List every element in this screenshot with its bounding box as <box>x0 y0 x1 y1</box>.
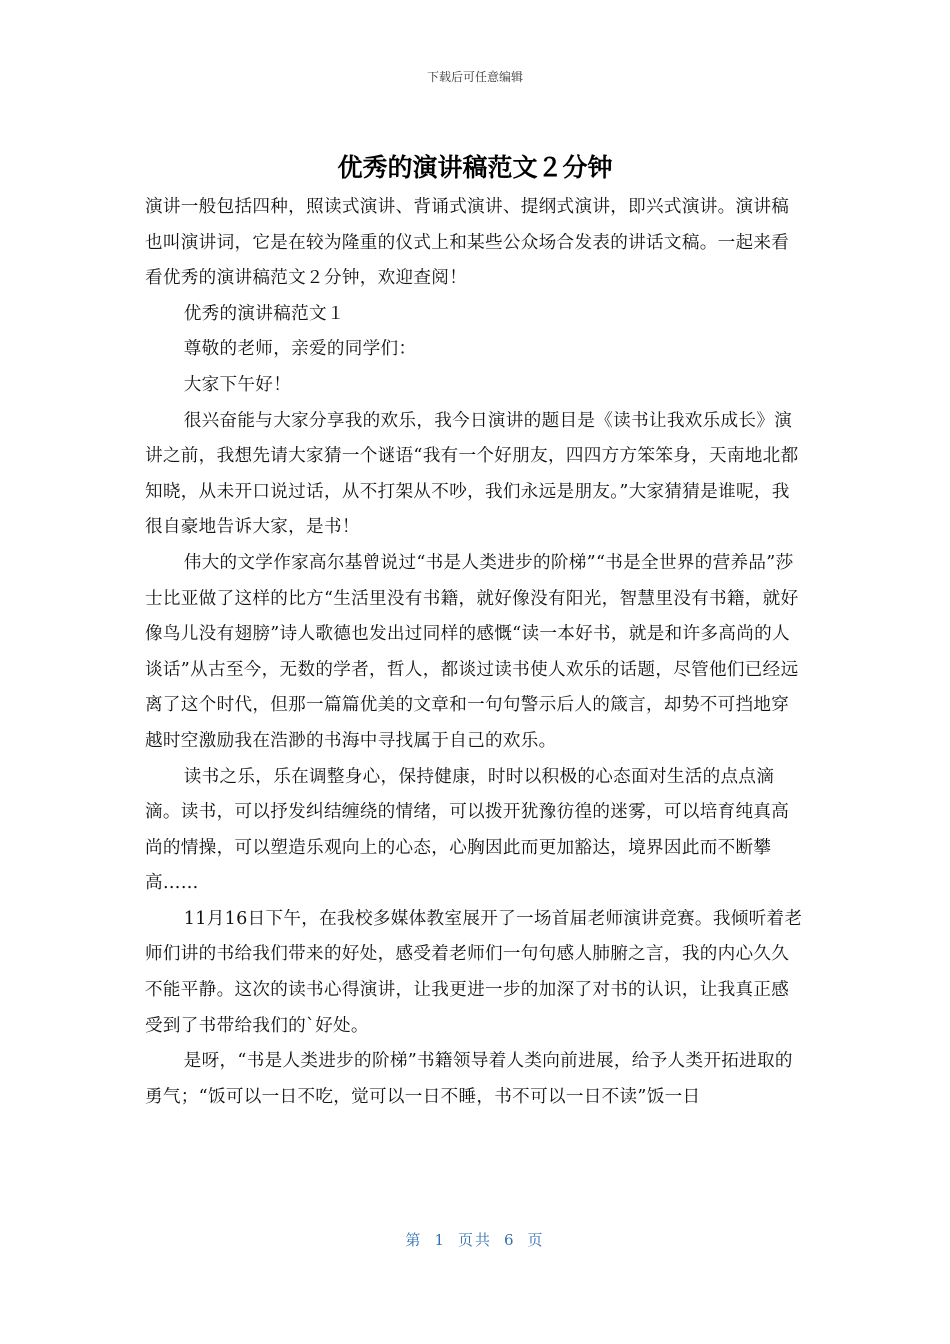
paragraph-subtitle: 优秀的演讲稿范文１ <box>183 303 345 324</box>
paragraph-intro: 演讲一般包括四种，照读式演讲、背诵式演讲、提纲式演讲，即兴式演讲。演讲稿也叫演讲词，它是在较为隆重的仪式上和某些公众场合发表的讲话文稿。一起来看看优秀的演讲稿范文２分钟，欢迎查阅！ <box>145 197 790 289</box>
document-body <box>145 190 807 1115</box>
page-header-note: 下载后可任意编辑 <box>426 70 523 84</box>
paragraph-body: 伟大的文学作家高尔基曾说过“书是人类进步的阶梯”“书是全世界的营养品”莎士比亚做了这样的比方“生活里没有书籍，就好像没有阳光，智慧里没有书籍，就好像鸟儿没有翅膀”诗人歌德也发出过同样的感慨“读一本好书，就是和许多高尚的人谈话”从古至今，无数的学者，哲人，都谈过读书使人欢乐的话题，尽管他们已经远离了这个时代，但那一篇篇优美的文章和一句句警示后人的箴言，却势不可挡地穿越时空激励我在浩渺的书海中寻找属于自己的欢乐。 <box>145 552 799 751</box>
page-number-footer <box>0 1229 950 1250</box>
footer-total-pages: 6 <box>504 1231 516 1249</box>
paragraph-body: 11月16日下午，在我校多媒体教室展开了一场首届老师演讲竞赛。我倾听着老师们讲的书给我们带来的好处，感受着老师们一句句感人肺腑之言，我的内心久久不能平静。这次的读书心得演讲，让我更进一步的加深了对书的认识，让我真正感受到了书带给我们的`好处。 <box>145 908 803 1036</box>
paragraph-body: 读书之乐，乐在调整身心，保持健康，时时以积极的心态面对生活的点点滴滴。读书，可以抒发纠结缠绕的情绪，可以拨开犹豫彷徨的迷雾，可以培育纯真高尚的情操，可以塑造乐观向上的心态，心胸因此而更加豁达，境界因此而不断攀高…… <box>145 766 790 894</box>
paragraph-greeting: 大家下午好！ <box>183 374 292 395</box>
footer-di: 第 <box>405 1231 423 1249</box>
footer-ye-gong: 页共 <box>457 1231 492 1249</box>
paragraph-salutation: 尊敬的老师，亲爱的同学们： <box>183 339 417 360</box>
paragraph-body: 很兴奋能与大家分享我的欢乐，我今日演讲的题目是《读书让我欢乐成长》演讲之前，我想先请大家猜一个谜语“我有一个好朋友，四四方方笨笨身，天南地北都知晓，从未开口说过话，从不打架从不吵，我们永远是朋友。”大家猜猜是谁呢，我很自豪地告诉大家，是书！ <box>145 410 799 538</box>
paragraph-body: 是呀，“书是人类进步的阶梯”书籍领导着人类向前进展，给予人类开拓进取的勇气；“饭可以一日不吃，觉可以一日不睡，书不可以一日不读”饭一日 <box>145 1051 793 1107</box>
footer-current-page: 1 <box>434 1231 446 1249</box>
document-title: 优秀的演讲稿范文２分钟 <box>337 153 613 182</box>
footer-ye: 页 <box>527 1231 545 1249</box>
